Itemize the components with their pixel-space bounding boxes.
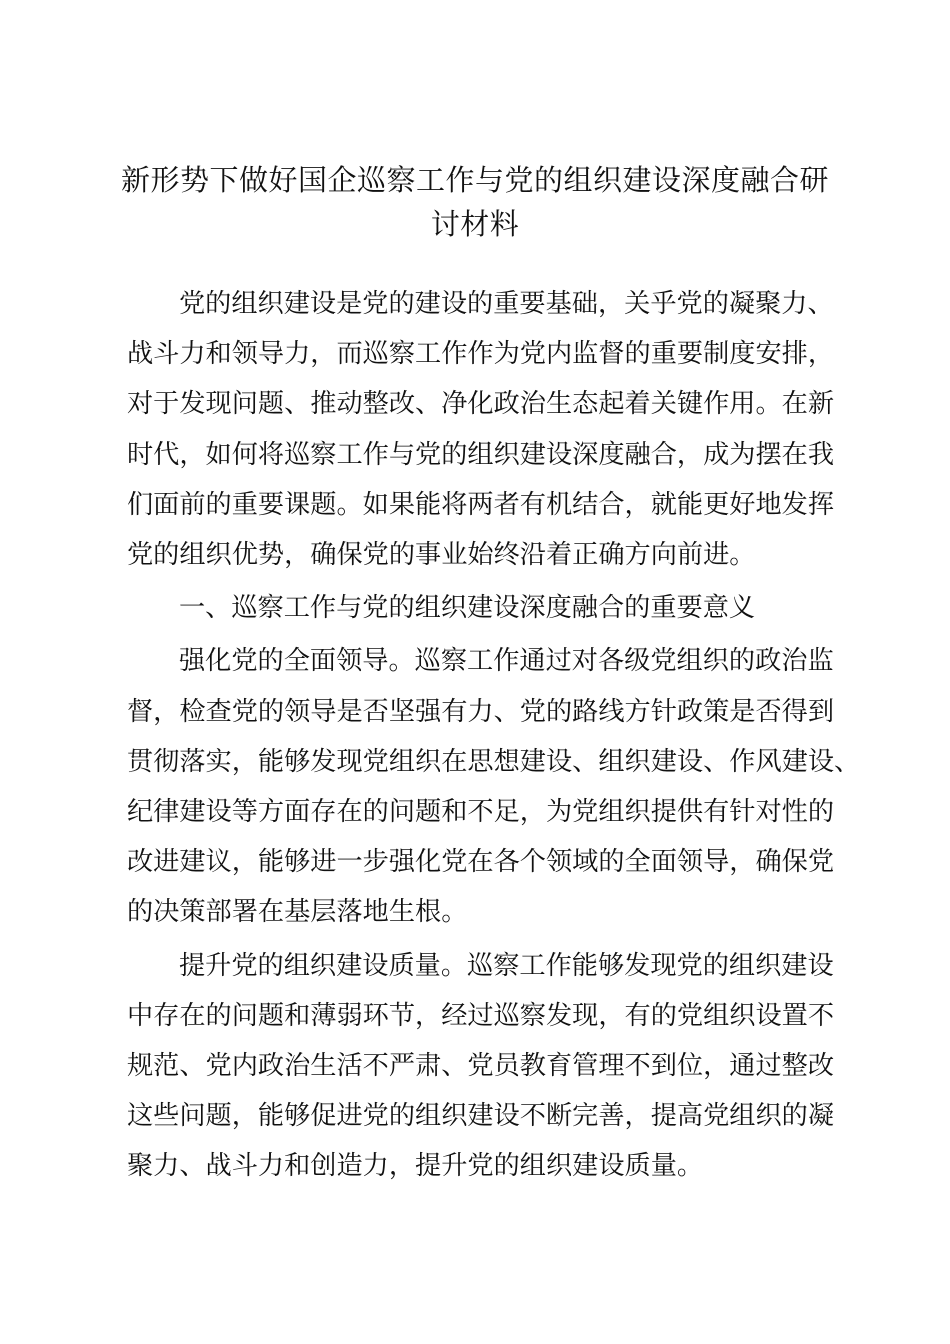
text-line: 贯彻落实，能够发现党组织在思想建设、组织建设、作风建设、 (127, 746, 861, 777)
text-line: 党的组织建设是党的建设的重要基础，关乎党的凝聚力、 (179, 289, 834, 319)
text-line: 规范、党内政治生活不严肃、党员教育管理不到位，通过整改 (127, 1051, 835, 1082)
text-line: 这些问题，能够促进党的组织建设不断完善，提高党组织的凝 (127, 1101, 835, 1132)
paragraph-leadership (127, 636, 861, 937)
text-line: 时代，如何将巡察工作与党的组织建设深度融合，成为摆在我 (127, 439, 835, 470)
paragraph-quality (127, 941, 833, 1192)
text-line: 改进建议，能够进一步强化党在各个领域的全面领导，确保党 (127, 847, 835, 878)
document-title (118, 158, 832, 246)
title-line: 讨材料 (430, 207, 520, 241)
text-line: 们面前的重要课题。如果能将两者有机结合，就能更好地发挥 (127, 489, 835, 520)
text-line: 的决策部署在基层落地生根。 (127, 897, 468, 928)
title-line: 新形势下做好国企巡察工作与党的组织建设深度融合研 (120, 163, 829, 197)
text-line: 强化党的全面领导。巡察工作通过对各级党组织的政治监 (179, 646, 834, 677)
paragraph-intro (127, 279, 833, 580)
text-line: 提升党的组织建设质量。巡察工作能够发现党的组织建设 (179, 950, 834, 981)
text-line: 纪律建设等方面存在的问题和不足，为党组织提供有针对性的 (127, 797, 835, 828)
document-body (127, 279, 861, 1192)
section-heading (127, 583, 833, 633)
text-line: 督，检查党的领导是否坚强有力、党的路线方针政策是否得到 (127, 696, 835, 727)
text-line: 一、巡察工作与党的组织建设深度融合的重要意义 (179, 593, 756, 624)
text-line: 战斗力和领导力，而巡察工作作为党内监督的重要制度安排， (127, 339, 835, 370)
text-line: 党的组织优势，确保党的事业始终沿着正确方向前进。 (127, 540, 756, 571)
text-line: 对于发现问题、推动整改、净化政治生态起着关键作用。在新 (127, 389, 835, 420)
text-line: 聚力、战斗力和创造力，提升党的组织建设质量。 (127, 1151, 704, 1182)
text-line: 中存在的问题和薄弱环节，经过巡察发现，有的党组织设置不 (127, 1000, 835, 1031)
